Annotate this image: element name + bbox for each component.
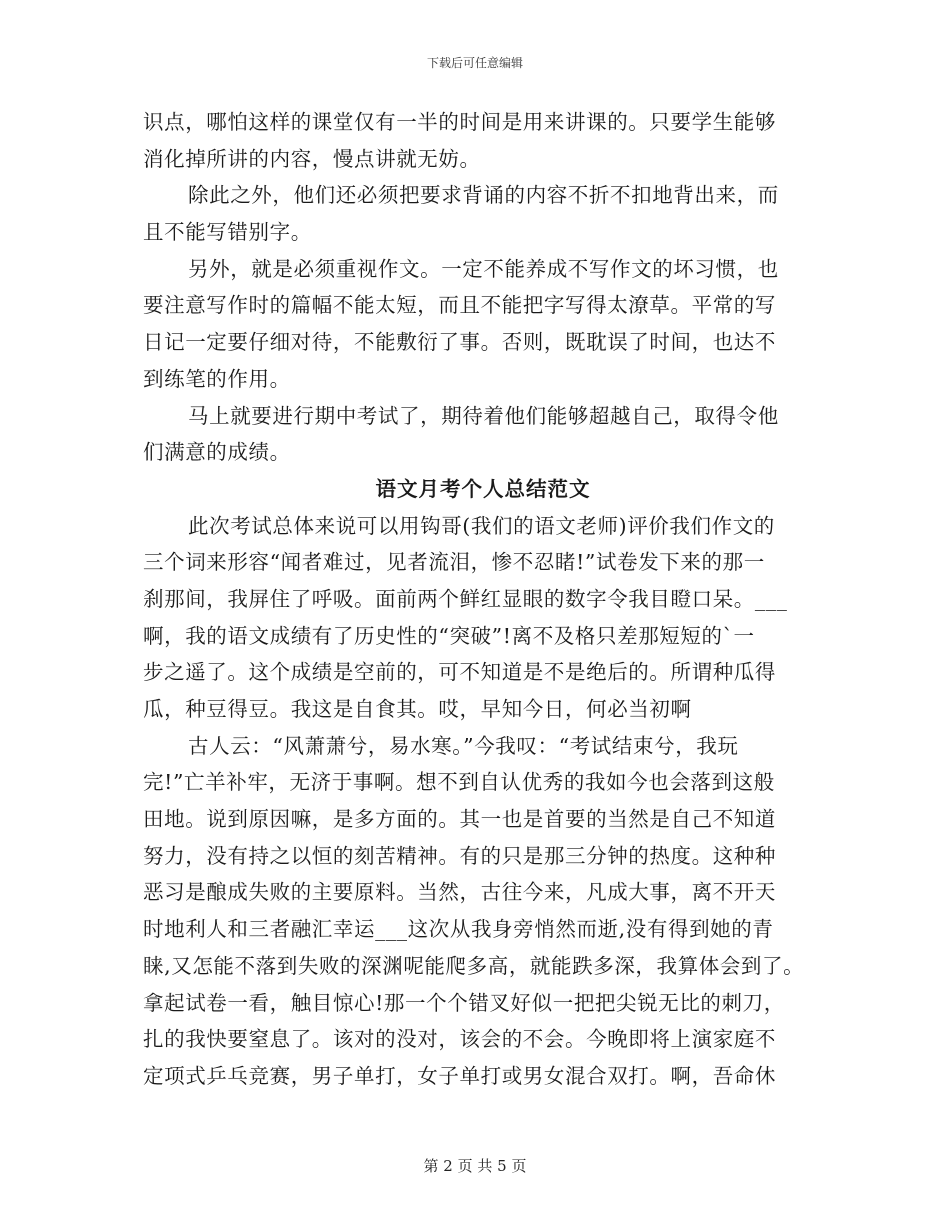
paragraph-start-line: 古人云：“风萧萧兮，易水寒。”今我叹：“考试结束兮，我玩	[188, 733, 739, 758]
paragraph-start-line: 此次考试总体来说可以用钩哥(我们的语文老师)评价我们作文的	[188, 513, 775, 538]
text-line: 田地。说到原因嘛，是多方面的。其一也是首要的当然是自己不知道	[143, 807, 776, 832]
text-line: 到练笔的作用。	[143, 366, 291, 391]
text-line: 消化掉所讲的内容，慢点讲就无妨。	[143, 146, 481, 171]
text-line: 日记一定要仔细对待，不能敷衍了事。否则，既耽误了时间，也达不	[143, 330, 776, 355]
text-line: 时地利人和三者融汇幸运___这次从我身旁悄然而逝,没有得到她的青	[143, 917, 774, 942]
text-line: 完!”亡羊补牢，无济于事啊。想不到自认优秀的我如今也会落到这般	[143, 770, 775, 795]
text-line: 要注意写作时的篇幅不能太短，而且不能把字写得太潦草。平常的写	[143, 293, 776, 318]
document-body	[143, 104, 823, 1095]
paragraph-start-line: 除此之外，他们还必须把要求背诵的内容不折不扣地背出来，而	[188, 183, 779, 208]
text-line: 步之遥了。这个成绩是空前的，可不知道是不是绝后的。所谓种瓜得	[143, 660, 776, 685]
text-line: 识点，哪怕这样的课堂仅有一半的时间是用来讲课的。只要学生能够	[143, 110, 776, 134]
text-line: 们满意的成绩。	[143, 440, 291, 465]
page-header: 下载后可任意编辑	[426, 56, 523, 70]
text-line: 恶习是酿成失败的主要原料。当然，古往今来，凡成大事，离不开天	[143, 880, 776, 905]
text-line: 三个词来形容“闻者难过，见者流泪，惨不忍睹!”试卷发下来的那一	[143, 550, 765, 575]
text-line: 啊，我的语文成绩有了历史性的“突破”!离不及格只差那短短的`一	[143, 623, 755, 648]
text-line: 拿起试卷一看，触目惊心!那一个个错叉好似一把把尖锐无比的刺刀，	[143, 990, 785, 1015]
text-line: 睐,又怎能不落到失败的深渊呢能爬多高，就能跌多深，我算体会到了。	[143, 953, 805, 978]
text-line: 努力，没有持之以恒的刻苦精神。有的只是那三分钟的热度。这种种	[143, 843, 776, 868]
text-line: 扎的我快要窒息了。该对的没对，该会的不会。今晚即将上演家庭不	[143, 1027, 776, 1052]
page-number-footer: 第 2 页 共 5 页	[423, 1157, 527, 1175]
paragraph-start-line: 另外，就是必须重视作文。一定不能养成不写作文的坏习惯，也	[188, 256, 779, 281]
text-line: 定项式乒乓竞赛，男子单打，女子单打或男女混合双打。啊，吾命休	[143, 1063, 776, 1088]
text-line: 瓜，种豆得豆。我这是自食其。哎，早知今日，何必当初啊	[143, 697, 692, 721]
paragraph-start-line: 马上就要进行期中考试了，期待着他们能够超越自己，取得令他	[188, 403, 779, 428]
section-title: 语文月考个人总结范文	[375, 476, 591, 501]
text-line: 刹那间，我屏住了呼吸。面前两个鲜红显眼的数字令我目瞪口呆。___	[143, 586, 788, 611]
text-line: 且不能写错别字。	[143, 220, 312, 245]
